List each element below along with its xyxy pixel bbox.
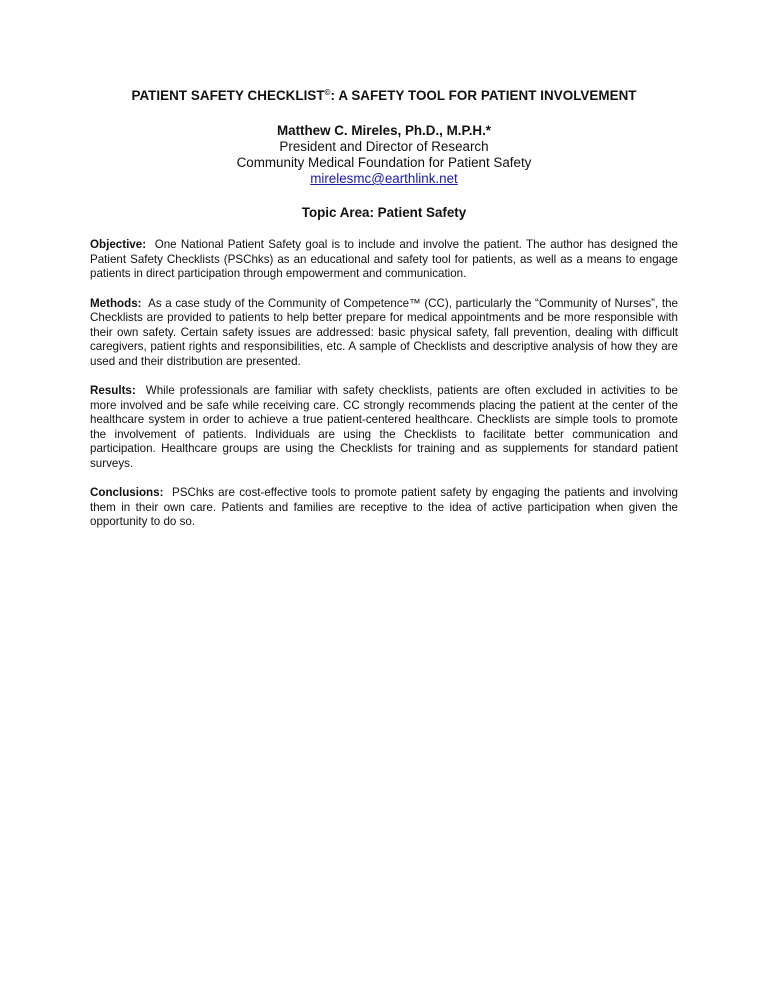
author-position: President and Director of Research xyxy=(279,139,489,154)
results-label: Results: xyxy=(90,384,136,397)
conclusions-label: Conclusions: xyxy=(90,486,164,499)
methods-paragraph xyxy=(90,297,678,370)
copyright-symbol: © xyxy=(324,88,331,97)
conclusions-text: PSChks are cost-effective tools to promote patient safety by engaging the patients and involving them in their own care. Patients and families are receptive to the idea of active participation when given the opportunity to do so. xyxy=(90,486,678,528)
title-main: PATIENT SAFETY CHECKLIST xyxy=(131,88,325,103)
topic-area: Topic Area: Patient Safety xyxy=(301,205,467,220)
document-title xyxy=(90,88,678,103)
objective-label: Objective: xyxy=(90,238,147,251)
conclusions-paragraph xyxy=(90,486,678,530)
objective-text: One National Patient Safety goal is to include and involve the patient. The author has designed the Patient Safety Checklists (PSChks) as an educational and safety tool for patients, as well as a means to engage patients in direct participation through empowerment and communication. xyxy=(90,238,678,280)
title-rest: : A SAFETY TOOL FOR PATIENT INVOLVEMENT xyxy=(330,88,637,103)
results-paragraph xyxy=(90,384,678,471)
objective-paragraph xyxy=(90,238,678,282)
methods-label: Methods: xyxy=(90,296,142,310)
methods-text: As a case study of the Community of Competence™ (CC), particularly the “Community of Nurses”, the Checklists are provided to patients to help better prepare for medical appointments and be more responsible with their own safety. Certain safety issues are addressed: basic physical safety, fall prevention, dealing with difficult caregivers, patient rights and responsibilities, etc. A sample of Checklists and descriptive analysis of how they are used and their distribution are presented. xyxy=(90,296,678,368)
results-text: While professionals are familiar with safety checklists, patients are often excluded in activities to be more involved and be safe while receiving care. CC strongly recommends placing the patient at the center of the healthcare system in order to achieve a true patient-centered healthcare. Checklists are simple tools to promote the involvement of patients. Individuals are using the Checklists to facilitate better communication and participation. Healthcare groups are using the Checklists for training and as supplements for standard patient surveys. xyxy=(90,384,678,470)
author-organization: Community Medical Foundation for Patient Safety xyxy=(236,155,532,170)
author-name: Matthew C. Mireles, Ph.D., M.P.H.* xyxy=(276,123,492,138)
author-block xyxy=(90,123,678,187)
author-email-link[interactable]: mirelesmc@earthlink.net xyxy=(310,171,458,186)
document-page xyxy=(90,88,678,545)
